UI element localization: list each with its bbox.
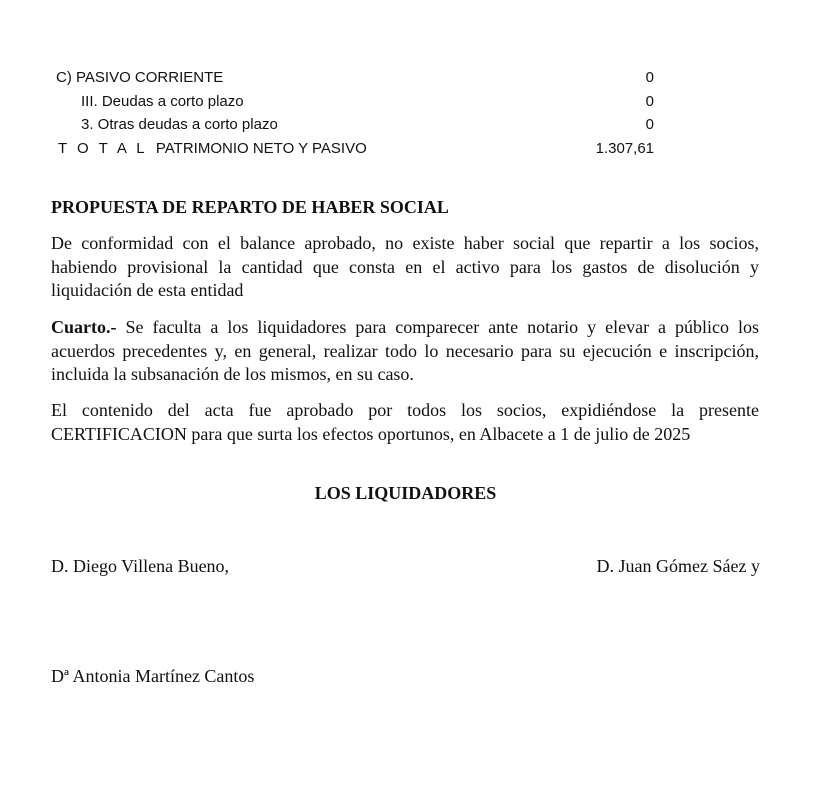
- balance-row-otras-deudas: [56, 113, 656, 137]
- balance-total-label: [58, 137, 367, 161]
- balance-row-total: [56, 137, 656, 161]
- balance-row-amount: 0: [645, 69, 654, 86]
- paragraph-cuarto: [51, 316, 759, 387]
- paragraph-cuarto-text: Se faculta a los liquidadores para comparecer ante notario y elevar a público los acuerdos precedentes y, en general, realizar todo lo necesario para su ejecución e inscripción, incluida la subsanación de los mismos, en su caso.: [51, 317, 759, 384]
- balance-row-amount: 0: [645, 116, 654, 133]
- paragraph-balance: De conformidad con el balance aprobado, no existe haber social que repartir a los socios, habiendo provisional la cantidad que consta en el activo para los gastos de disolución y liquidación de esta entidad: [51, 233, 759, 300]
- paragraph-certificacion: El contenido del acta fue aprobado por todos los socios, expidiéndose la presente CERTIFICACION para que surta los efectos oportunos, en Albacete a 1 de julio de 2025: [51, 400, 759, 444]
- balance-table: [56, 66, 656, 160]
- paragraph-cuarto-lead: Cuarto.-: [51, 317, 117, 337]
- balance-row-label: C) PASIVO CORRIENTE: [56, 69, 224, 86]
- balance-total-prefix: T O T A L: [58, 139, 148, 157]
- section-heading: PROPUESTA DE REPARTO DE HABER SOCIAL: [51, 197, 449, 217]
- signer-name: D. Juan Gómez Sáez y: [596, 556, 760, 576]
- balance-total-text: PATRIMONIO NETO Y PASIVO: [155, 139, 367, 157]
- balance-row-amount: 0: [645, 92, 654, 110]
- balance-row-label: III. Deudas a corto plazo: [81, 92, 244, 110]
- balance-row-pasivo-corriente: [56, 66, 656, 90]
- balance-row-label: 3. Otras deudas a corto plazo: [81, 116, 278, 133]
- signer-name: D. Diego Villena Bueno,: [51, 556, 230, 576]
- signer-name: Dª Antonia Martínez Cantos: [51, 666, 255, 686]
- signers-title: LOS LIQUIDADORES: [314, 483, 497, 503]
- balance-total-amount: 1.307,61: [595, 139, 654, 157]
- balance-row-deudas-corto-plazo: [56, 90, 656, 114]
